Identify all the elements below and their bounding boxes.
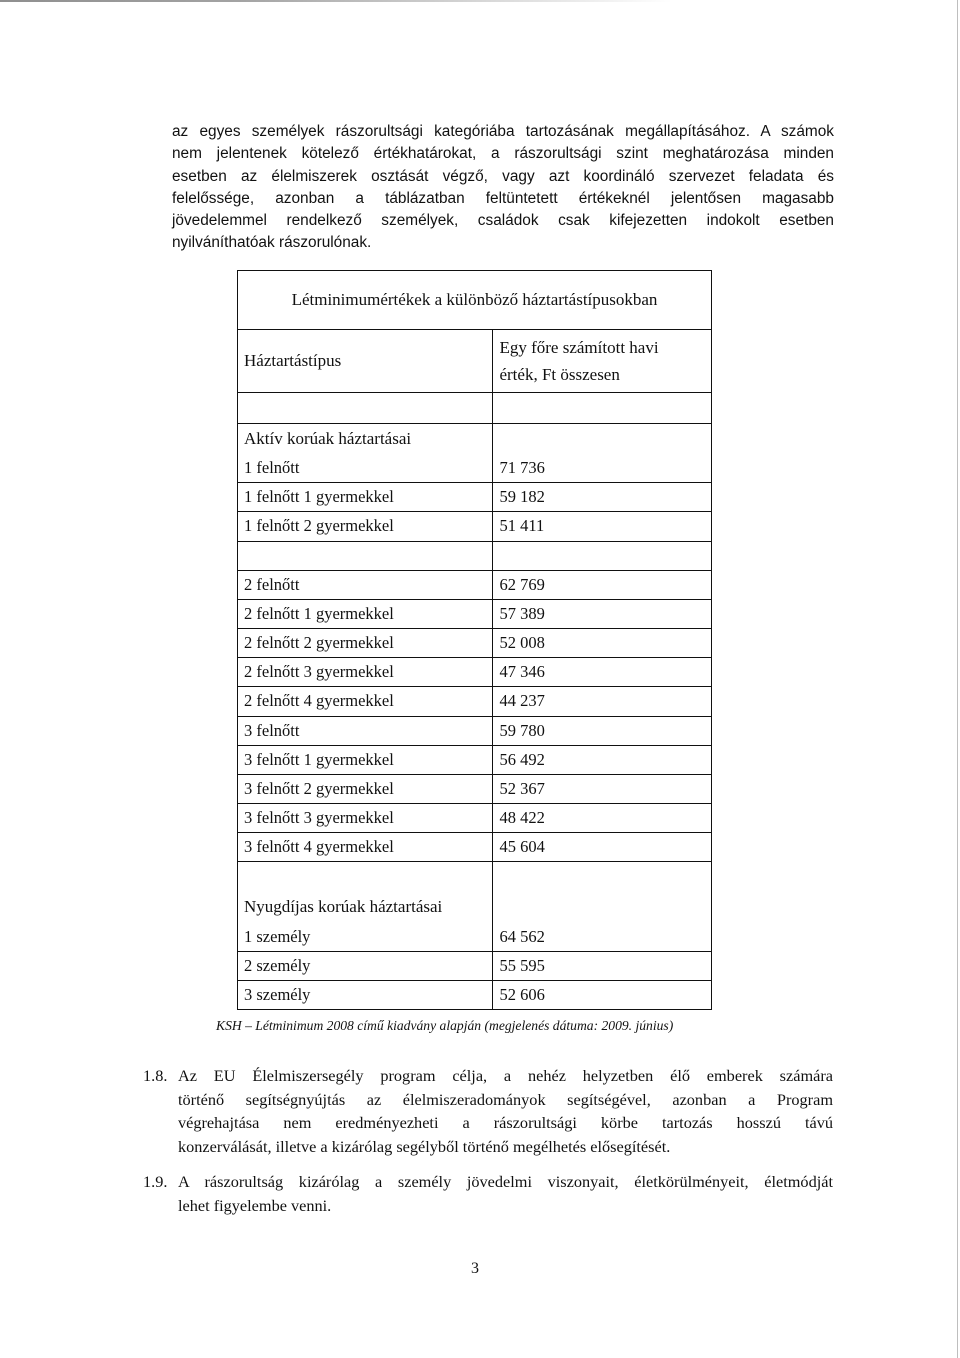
value-cell: 52 008 [493,628,712,657]
paragraph-line: történő segítségnyújtás az élelmiszeradományok segítségével, azonban a Program [178,1089,833,1109]
section-title-pension: Nyugdíjas korúak háztartásai [238,892,493,922]
table-title-row [238,271,712,330]
paragraph-line: Az EU Élelmiszersegély program célja, a nehéz helyzetben élő emberek számára [178,1066,833,1085]
value-cell: 52 606 [493,980,712,1009]
value-cell: 52 367 [493,774,712,803]
section-header-row [238,424,712,455]
source-text: Létminimum 2008 című kiadvány alapján (megjelenés dátuma: 2009. június) [255,1018,674,1033]
source-prefix: KSH – [216,1018,252,1033]
household-type-cell: 2 felnőtt 4 gyermekkel [238,687,493,716]
household-type-cell: 3 személy [238,980,493,1009]
section-header-row [238,892,712,922]
household-type-cell: 3 felnőtt 1 gyermekkel [238,745,493,774]
paragraph-number: 1.8. [143,1066,168,1085]
value-cell: 55 595 [493,951,712,980]
table-row [238,774,712,803]
value-cell: 62 769 [493,570,712,599]
intro-line: esetben az élelmiszerek osztását végző, vagy azt koordináló szervezet feladata és [172,167,834,185]
table-row [238,951,712,980]
scan-edge-top [0,0,960,2]
table-source-note [216,1018,776,1034]
table-row [238,512,712,541]
column-header-value-line1: Egy főre számított havi [499,338,659,357]
household-type-cell: 2 személy [238,951,493,980]
intro-line: felelőssége, azonban a táblázatban feltüntetett értékeknél jelentősen magasabb [172,189,834,207]
paragraph-body [178,1064,833,1158]
page-number: 3 [471,1260,479,1277]
table-row [238,833,712,862]
table-row [238,687,712,716]
table-row [238,716,712,745]
value-cell: 59 182 [493,483,712,512]
table-header-row [238,330,712,393]
value-cell: 47 346 [493,658,712,687]
household-type-cell: 1 felnőtt 2 gyermekkel [238,512,493,541]
table-spacer-row [238,862,712,893]
section-title-active: Aktív korúak háztartásai [238,424,493,455]
table-row [238,922,712,951]
household-type-cell: 2 felnőtt 2 gyermekkel [238,628,493,657]
intro-line: nem jelentenek kötelező értékhatárokat, a rászorultsági szint meghatározása minden [172,145,834,163]
column-header-value-line2: érték, Ft összesen [499,365,620,384]
value-cell: 48 422 [493,804,712,833]
value-cell: 64 562 [493,922,712,951]
value-cell: 51 411 [493,512,712,541]
table-title: Létminimumértékek a különböző háztartástípusokban [238,271,712,330]
household-type-cell: 1 felnőtt [238,454,493,483]
value-cell: 59 780 [493,716,712,745]
value-cell: 44 237 [493,687,712,716]
table-row [238,804,712,833]
table-row [238,454,712,483]
table-row [238,483,712,512]
table-row [238,599,712,628]
value-cell: 71 736 [493,454,712,483]
paragraph-line: lehet figyelembe venni. [178,1195,332,1215]
paragraph-line: A rászorultság kizárólag a személy jövedelmi viszonyait, életkörülményeit, életmódját [178,1172,833,1191]
table-spacer-row [238,541,712,570]
household-type-cell: 2 felnőtt [238,570,493,599]
table-spacer-row [238,393,712,424]
column-header-household-type: Háztartástípus [238,330,493,393]
intro-line: jövedelemmel rendelkező személyek, családok csak kifejezetten indokolt esetben [172,212,834,230]
household-type-cell: 3 felnőtt [238,716,493,745]
paragraph-1-9 [143,1170,833,1217]
household-type-cell: 3 felnőtt 3 gyermekkel [238,804,493,833]
household-type-cell: 2 felnőtt 3 gyermekkel [238,658,493,687]
paragraph-1-8 [143,1064,833,1158]
household-type-cell: 2 felnőtt 1 gyermekkel [238,599,493,628]
value-cell: 57 389 [493,599,712,628]
paragraph-line: végrehajtása nem eredményezheti a rászorultsági körbe tartozás hosszú távú [178,1113,833,1132]
table-row [238,658,712,687]
value-cell: 45 604 [493,833,712,862]
column-header-value [493,330,712,393]
scan-edge-right [957,0,958,1358]
household-type-cell: 3 felnőtt 2 gyermekkel [238,774,493,803]
household-type-cell: 3 felnőtt 4 gyermekkel [238,833,493,862]
table-row [238,628,712,657]
subsistence-minimum-table [237,270,712,1010]
table-row [238,980,712,1009]
household-type-cell: 1 felnőtt 1 gyermekkel [238,483,493,512]
table-row [238,745,712,774]
paragraph-body [178,1170,833,1217]
intro-line: nyilváníthatóak rászorulónak. [172,234,372,252]
intro-paragraph [172,121,834,255]
table-row [238,570,712,599]
paragraph-number: 1.9. [143,1172,168,1191]
intro-line: az egyes személyek rászorultsági kategóriába tartozásának megállapításához. A számok [172,123,834,140]
value-cell: 56 492 [493,745,712,774]
household-type-cell: 1 személy [238,922,493,951]
paragraph-line: konzerválását, illetve a kizárólag segélyből történő megélhetés elősegítését. [178,1136,671,1156]
